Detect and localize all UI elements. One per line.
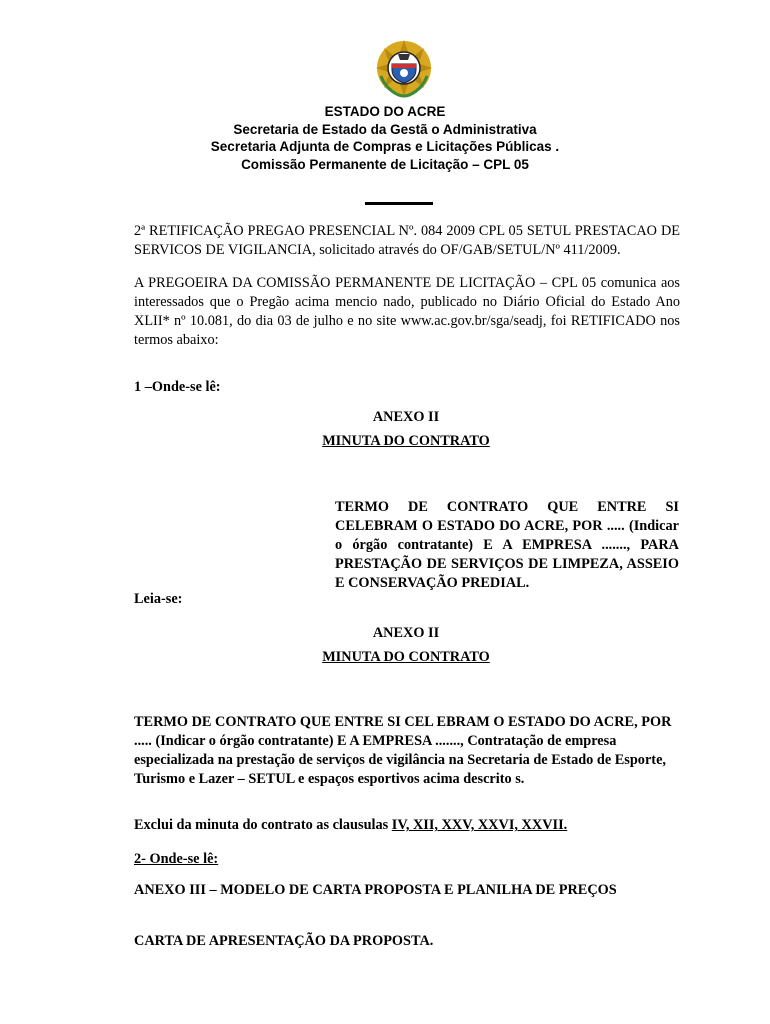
state-name: ESTADO DO ACRE [324, 104, 446, 119]
excluded-clauses: IV, XII, XXV, XXVI, XXVII. [391, 817, 568, 833]
letterhead [100, 103, 670, 173]
annex-2-title: ANEXO II [372, 409, 440, 425]
intro-line-2: SERVICOS DE VIGILANCIA, solicitado através do OF/GAB/SETUL/Nº 411/2009. [134, 242, 621, 258]
exclusion-prefix: Exclui da minuta do contrato as clausulas [134, 817, 392, 833]
item-2-label: 2- Onde-se lê: [134, 851, 219, 867]
header-divider [365, 202, 433, 205]
item-2-label-row [134, 850, 680, 869]
annex-2-title-new: ANEXO II [372, 625, 440, 641]
new-contract-term: TERMO DE CONTRATO QUE ENTRE SI CEL EBRAM O ESTADO DO ACRE, POR ..... (Indicar o órgão contratante) E A EMPRESA ......., Contratação de empresa especializada na prestação de serviços de vigilância na Secretaria de Estado de Esporte, Turismo e Lazer – SETUL e espaços esportivos acima descrito s. [134, 714, 672, 787]
annex-3-line: ANEXO III – MODELO DE CARTA PROPOSTA E PLANILHA DE PREÇOS [134, 882, 617, 898]
commission-name: Comissão Permanente de Licitação – CPL 05 [241, 156, 529, 172]
proposal-letter-title: CARTA DE APRESENTAÇÃO DA PROPOSTA. [134, 933, 434, 949]
read-label: Leia-se: [134, 591, 183, 607]
item-1-label: 1 –Onde-se lê: [134, 379, 221, 395]
intro-line-1: 2ª RETIFICAÇÃO PREGAO PRESENCIAL Nº. 084 2009 CPL 05 SETUL PRESTACAO DE [134, 223, 680, 239]
annex-2-subtitle-row [100, 432, 712, 451]
secretariat-name: Secretaria de Estado da Gestã o Administrativa [233, 121, 537, 137]
exclusion-note [134, 816, 680, 835]
annex-2-subtitle-new: MINUTA DO CONTRATO [322, 649, 490, 665]
annex-2-subtitle-new-row [100, 648, 712, 667]
old-contract-term: TERMO DE CONTRATO QUE ENTRE SI CELEBRAM O ESTADO DO ACRE, POR ..... (Indicar o órgão contratante) E A EMPRESA ......., PARA PRESTAÇÃO DE SERVIÇOS DE LIMPEZA, ASSEIO E CONSERVAÇÃO PREDIAL. [335, 499, 679, 591]
intro-paragraph [134, 222, 680, 260]
coat-of-arms-icon [372, 38, 436, 102]
annex-2-subtitle: MINUTA DO CONTRATO [322, 433, 490, 449]
adjunct-secretariat-name: Secretaria Adjunta de Compras e Licitações Públicas . [210, 139, 560, 154]
communication-paragraph: A PREGOEIRA DA COMISSÃO PERMANENTE DE LICITAÇÃO – CPL 05 comunica aos interessados que o Pregão acima mencio nado, publicado no Diário Oficial do Estado Ano XLII* nº 10.081, do dia 03 de julho e no site www.ac.gov.br/sga/seadj, foi RETIFICADO nos termos abaixo: [134, 275, 680, 348]
